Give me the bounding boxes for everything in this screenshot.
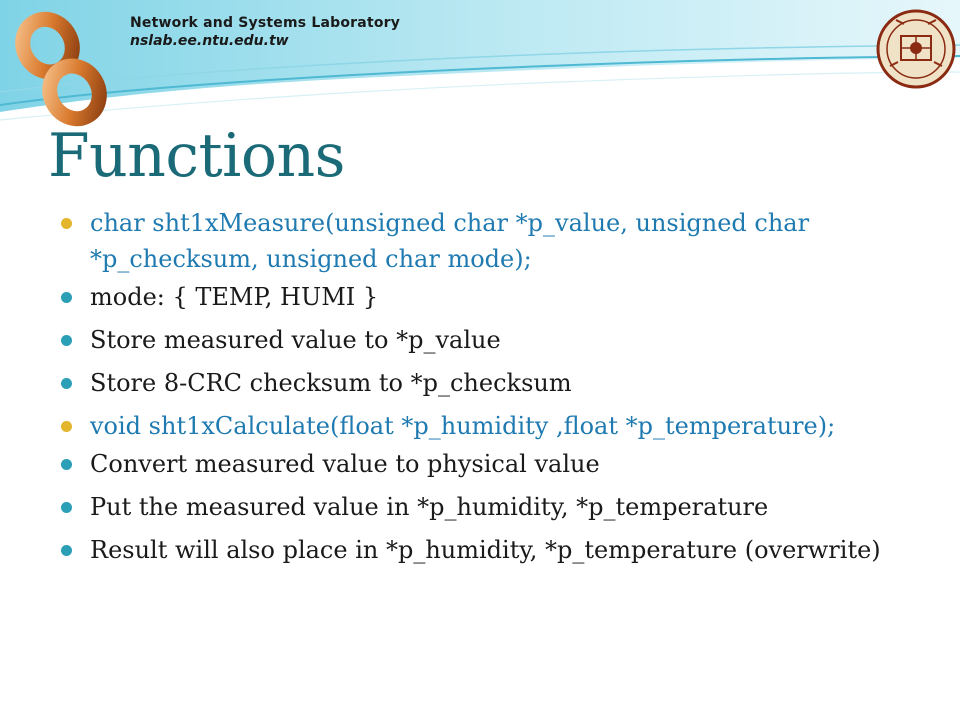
bullet-item [60,279,920,315]
bullet-dot-icon [61,335,72,346]
bullet-dot-icon [61,502,72,513]
bullet-text: char sht1xMeasure(unsigned char *p_value, unsigned char *p_checksum, unsigned char mode); [90,209,810,273]
infinity-loop-logo-icon [6,4,116,134]
bullet-text: Result will also place in *p_humidity, *p_temperature (overwrite) [90,536,881,564]
bullet-item [60,365,920,401]
bullet-dot-icon [61,218,72,229]
bullet-list [60,205,920,575]
university-seal-icon [876,6,956,92]
bullet-item [60,408,920,444]
bullet-dot-icon [61,378,72,389]
bullet-text: Store 8-CRC checksum to *p_checksum [90,369,572,397]
bullet-dot-icon [61,421,72,432]
bullet-text: Store measured value to *p_value [90,326,501,354]
bullet-text: mode: { TEMP, HUMI } [90,283,379,311]
bullet-item [60,205,920,277]
bullet-dot-icon [61,545,72,556]
bullet-dot-icon [61,292,72,303]
lab-name: Network and Systems Laboratory [130,15,401,31]
bullet-dot-icon [61,459,72,470]
bullet-text: Convert measured value to physical value [90,450,600,478]
bullet-text: Put the measured value in *p_humidity, *p_temperature [90,493,769,521]
bullet-text: void sht1xCalculate(float *p_humidity ,float *p_temperature); [90,412,836,440]
bullet-item [60,532,920,568]
lab-url: nslab.ee.ntu.edu.tw [130,33,289,49]
bullet-item [60,322,920,358]
slide-title: Functions [48,121,345,191]
bullet-item [60,446,920,482]
bullet-item [60,489,920,525]
